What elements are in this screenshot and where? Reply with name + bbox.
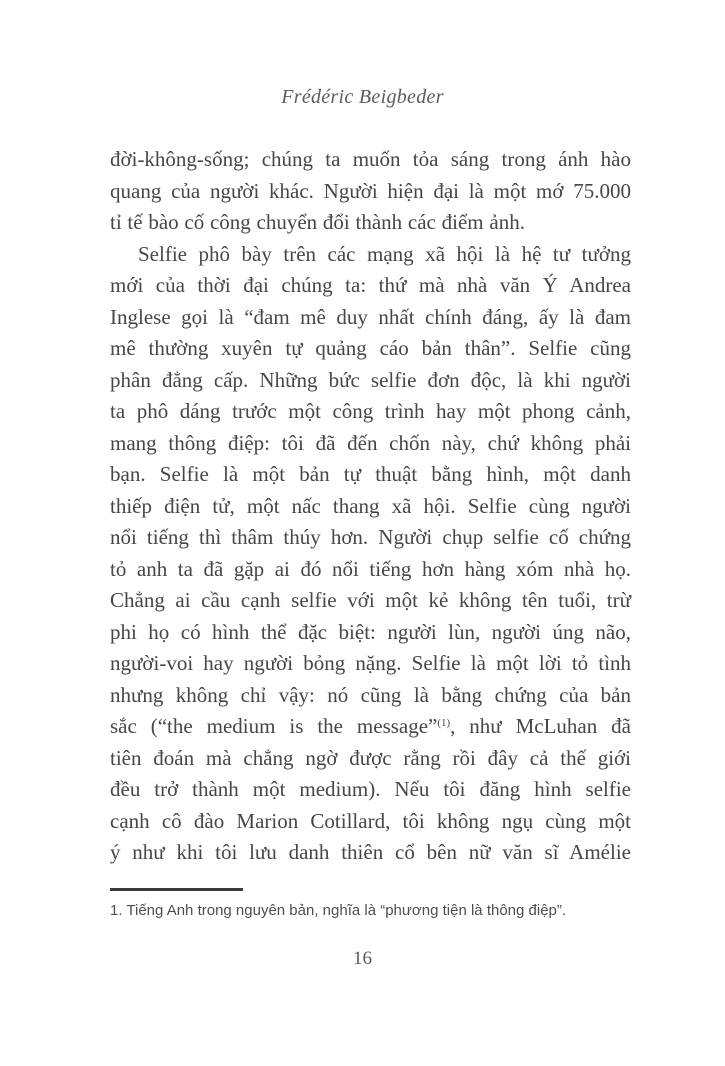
body-text-line: tỏ anh ta đã gặp ai đó nổi tiếng hơn hàng xóm nhà họ. bbox=[110, 556, 631, 581]
page-number: 16 bbox=[353, 948, 372, 969]
body-text-line: phi họ có hình thể đặc biệt: người lùn, người úng não, bbox=[110, 619, 631, 644]
body-text-line: quang của người khác. Người hiện đại là một mớ 75.000 bbox=[110, 178, 631, 203]
body-text-line: tỉ tế bào cố công chuyển đổi thành các điểm ảnh. bbox=[110, 210, 525, 234]
body-text-line: phân đẳng cấp. Những bức selfie đơn độc, là khi người bbox=[110, 367, 631, 392]
body-text-line: thiếp điện tử, một nấc thang xã hội. Selfie cùng người bbox=[110, 493, 631, 518]
body-text-line: tiên đoán mà chẳng ngờ được rằng rồi đây cả thế giới bbox=[110, 745, 631, 770]
body-text-line: người-voi hay người bỏng nặng. Selfie là một lời tỏ tình bbox=[110, 651, 631, 675]
body-text-line: nổi tiếng thì thâm thúy hơn. Người chụp selfie cố chứng bbox=[110, 525, 631, 549]
body-text-line: cạnh cô đào Marion Cotillard, tôi không ngụ cùng một bbox=[110, 808, 631, 833]
body-text-line: mang thông điệp: tôi đã đến chốn này, chứ không phải bbox=[110, 430, 631, 455]
footnote-reference-marker: (1) bbox=[437, 717, 451, 729]
footnote-text: 1. Tiếng Anh trong nguyên bản, nghĩa là “phương tiện là thông điệp”. bbox=[110, 902, 567, 919]
body-text-line: nhưng không chỉ vậy: nó cũng là bằng chứng của bản bbox=[110, 682, 631, 707]
body-text-line: ta phô dáng trước một công trình hay một phong cảnh, bbox=[110, 399, 631, 423]
body-text-line: đều trở thành một medium). Nếu tôi đăng hình selfie bbox=[110, 777, 631, 801]
body-text-line: ý như khi tôi lưu danh thiên cổ bên nữ văn sĩ Amélie bbox=[110, 840, 631, 864]
running-header-author: Frédéric Beigbeder bbox=[281, 86, 444, 108]
body-text-line: mê thường xuyên tự quảng cáo bản thân”. Selfie cũng bbox=[110, 336, 631, 360]
body-text-line: sắc (“the medium is the message”$^{(1)}$, như McLuhan đã bbox=[110, 714, 631, 738]
body-text-block bbox=[110, 144, 631, 869]
body-text-line: mới của thời đại chúng ta: thứ mà nhà văn Ý Andrea bbox=[110, 273, 631, 297]
body-text-line: Inglese gọi là “đam mê duy nhất chính đáng, ấy là đam bbox=[110, 304, 631, 329]
body-text-line: Selfie phô bày trên các mạng xã hội là hệ tư tưởng bbox=[138, 241, 631, 266]
footnote-separator-rule bbox=[110, 888, 243, 891]
body-text-line: bạn. Selfie là một bản tự thuật bằng hình, một danh bbox=[110, 462, 631, 486]
body-text-line: đời-không-sống; chúng ta muốn tỏa sáng trong ánh hào bbox=[110, 147, 631, 171]
body-text-line: Chẳng ai cầu cạnh selfie với một kẻ không tên tuổi, trừ bbox=[110, 588, 631, 612]
